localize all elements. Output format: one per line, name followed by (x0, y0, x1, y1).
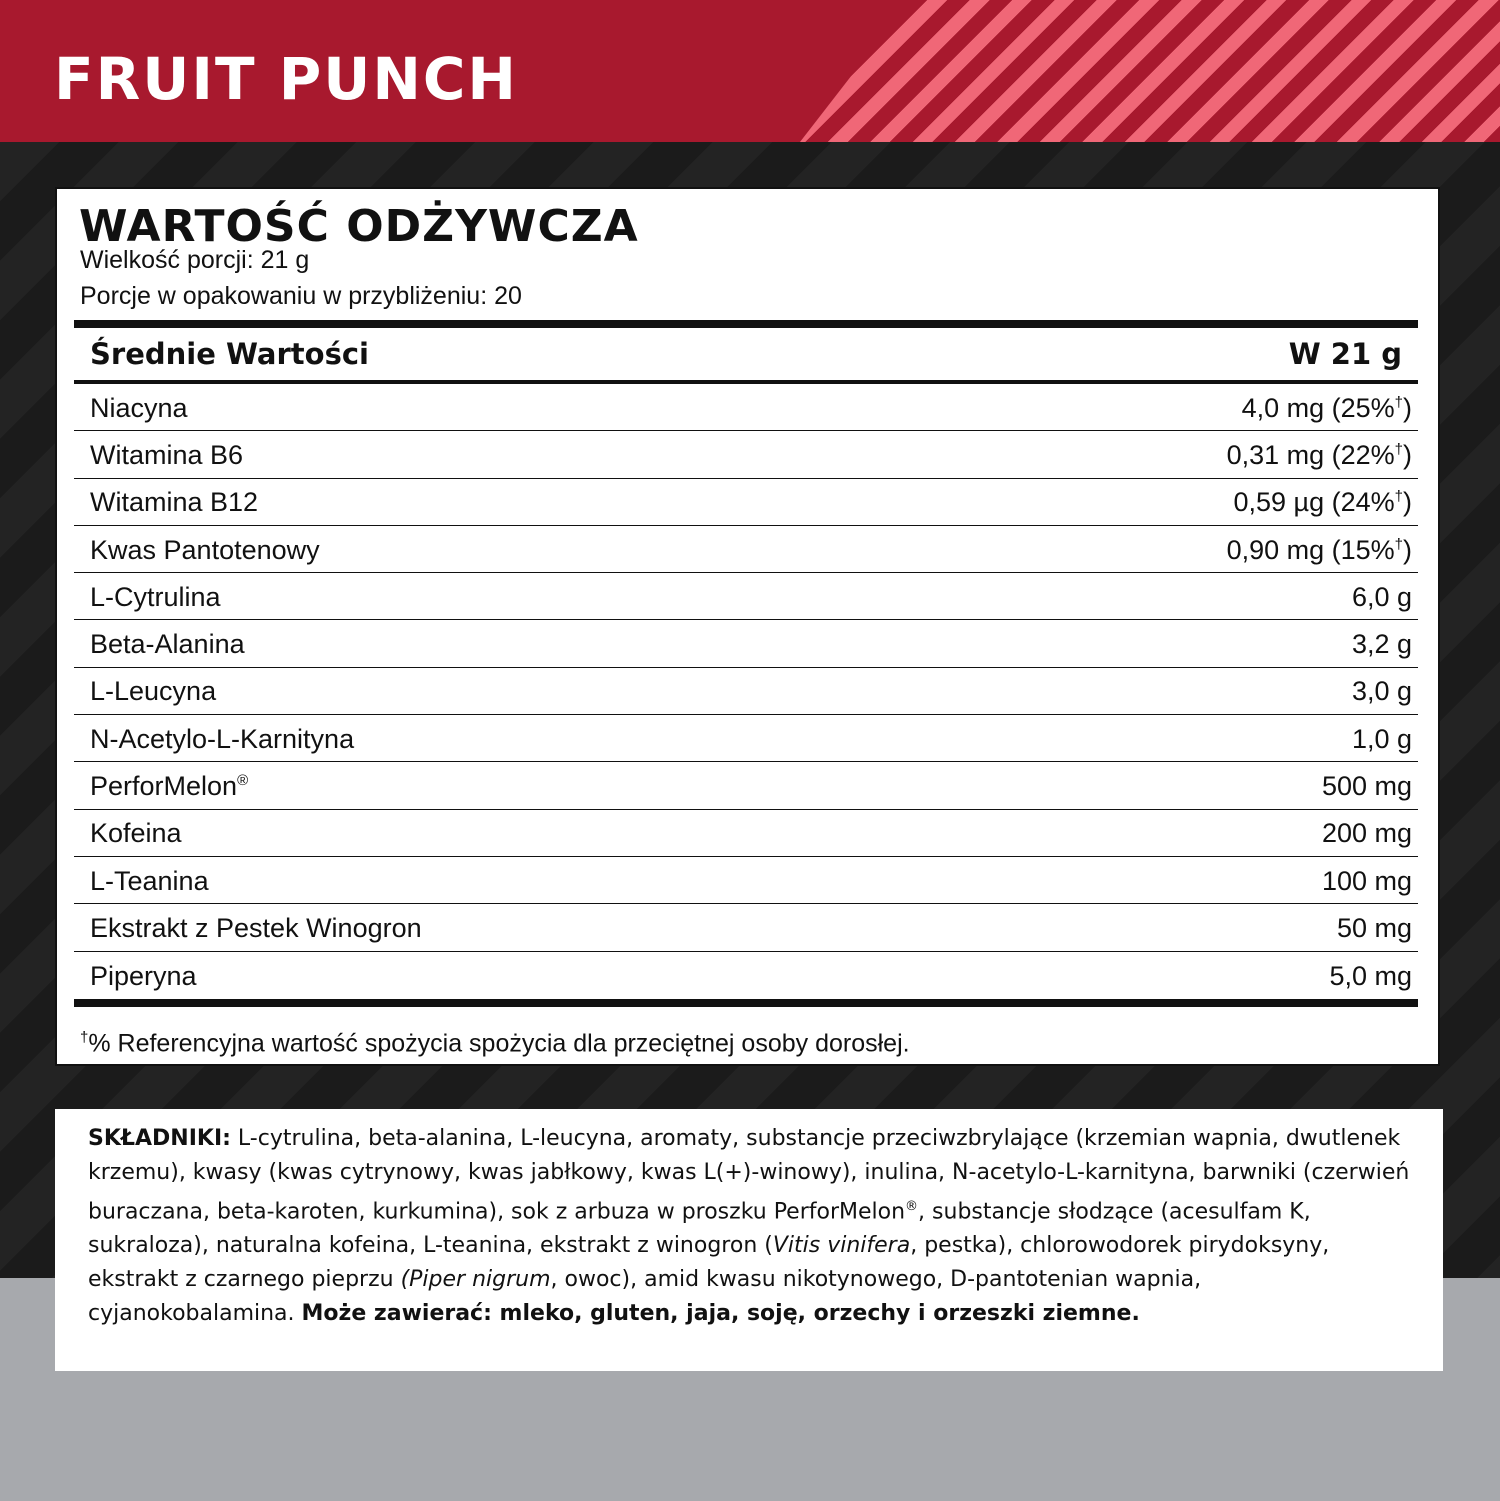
closing-paren: ) (1403, 392, 1412, 423)
nutrient-value-text: 1,0 g (1351, 723, 1412, 754)
nutrient-value (1352, 676, 1412, 707)
nutrient-value-text: 0,90 mg (15% (1226, 534, 1395, 565)
nutrient-name (90, 961, 197, 992)
reference-mark: † (1394, 440, 1403, 458)
nutrient-name (90, 440, 243, 471)
table-row (74, 857, 1418, 904)
nutrient-value (1322, 818, 1412, 849)
nutrient-value (1322, 771, 1412, 802)
nutrient-name (90, 393, 188, 424)
nutrient-name-text: Ekstrakt z Pestek Winogron (90, 912, 422, 943)
flavor-header (0, 0, 1500, 142)
table-row (74, 431, 1418, 478)
serving-size: Wielkość porcji: 21 g (80, 246, 310, 274)
table-header (74, 328, 1418, 380)
nutrient-name (90, 676, 216, 707)
table-row (74, 620, 1418, 667)
nutrient-value-text: 100 mg (1321, 865, 1412, 896)
nutrient-name-text: Piperyna (90, 960, 197, 991)
ingredients-text-4: , owoc), amid kwasu nikotynowego, D-pantotenian wapnia, cyjanokobalamina. (88, 1267, 1202, 1327)
nutrient-value (1242, 393, 1412, 424)
nutrient-value (1329, 961, 1412, 992)
nutrient-value-text: 6,0 g (1351, 581, 1412, 612)
footnote-text: % Referencyjna wartość spożycia spożycia dla przeciętnej osoby dorosłej. (88, 1029, 910, 1058)
column-header-name: Średnie Wartości (90, 337, 369, 371)
table-row (74, 573, 1418, 620)
nutrition-panel (55, 187, 1440, 1066)
reference-mark: † (1394, 488, 1403, 506)
ingredients-text-2: , substancje słodzące (acesulfam K, sukraloza), naturalna kofeina, L-teanina, ekstrakt z winogron ( (88, 1199, 1311, 1259)
nutrient-name-text: Niacyna (90, 392, 188, 423)
nutrient-value-text: 50 mg (1336, 912, 1412, 943)
ingredients-reg-mark: ® (905, 1199, 919, 1214)
table-body (74, 384, 1418, 999)
table-rule-top (74, 320, 1418, 328)
nutrient-value-text: 500 mg (1321, 771, 1412, 802)
nutrient-name (90, 771, 248, 802)
table-row (74, 668, 1418, 715)
nutrient-name (90, 629, 245, 660)
nutrient-name-text: L-Leucyna (90, 676, 217, 707)
nutrient-value-text: 5,0 mg (1329, 960, 1412, 991)
ingredients-text-1: L-cytrulina, beta-alanina, L-leucyna, aromaty, substancje przeciwzbrylające (krzemian wapnia, dwutlenek krzemu), kwasy (kwas cytrynowy, kwas jabłkowy, kwas L(+)-winowy), inulina, N-acetylo-L-karnityna, barwniki (czerwień buraczana, beta-karoten, kurkumina), sok z arbuza w proszku PerforMelon (88, 1126, 1410, 1225)
reference-mark: † (1394, 535, 1403, 553)
table-row (74, 384, 1418, 431)
nutrient-value (1352, 629, 1412, 660)
nutrient-name (90, 487, 258, 518)
table-row (74, 904, 1418, 951)
table-rule-bottom (74, 999, 1418, 1007)
header-stripes-decoration (800, 0, 1500, 142)
nutrient-name (90, 913, 422, 944)
nutrient-name-text: Witamina B12 (90, 487, 259, 518)
nutrient-name-text: N-Acetylo-L-Karnityna (90, 723, 355, 754)
nutrient-name-text: Witamina B6 (90, 439, 244, 470)
nutrient-name (90, 724, 354, 755)
ingredients-italic-2: (Piper nigrum (400, 1267, 551, 1293)
table-row (74, 526, 1418, 573)
nutrient-value (1322, 866, 1412, 897)
nutrient-value-text: 200 mg (1321, 818, 1412, 849)
nutrient-name-text: L-Cytrulina (90, 581, 221, 612)
reference-footnote (80, 1023, 910, 1058)
ingredients-italic-1: Vitis vinifera (772, 1233, 911, 1259)
column-header-value: W 21 g (1288, 337, 1402, 371)
nutrient-value-text: 4,0 mg (25% (1241, 392, 1395, 423)
ingredients-text-3: , pestka), chlorowodorek pirydoksyny, ekstrakt z czarnego pieprzu (88, 1233, 1330, 1293)
table-row (74, 810, 1418, 857)
nutrient-value (1227, 440, 1412, 471)
nutrient-name (90, 582, 221, 613)
nutrient-value-text: 0,31 mg (22% (1226, 439, 1395, 470)
nutrient-value (1234, 487, 1413, 518)
table-row (74, 479, 1418, 526)
nutrient-name-text: L-Teanina (90, 865, 209, 896)
nutrient-name-text: Kofeina (90, 818, 182, 849)
registered-mark: ® (237, 772, 249, 790)
nutrient-name-text: Beta-Alanina (90, 629, 245, 660)
nutrient-value (1352, 724, 1412, 755)
nutrient-value-text: 3,0 g (1351, 676, 1412, 707)
ingredients-box (55, 1109, 1443, 1371)
nutrient-value-text: 3,2 g (1351, 629, 1412, 660)
nutrition-heading: WARTOŚĆ ODŻYWCZA (79, 201, 639, 252)
flavor-title: FRUIT PUNCH (54, 45, 518, 113)
nutrient-name (90, 535, 320, 566)
footnote-mark: † (80, 1029, 89, 1046)
ingredients-label: SKŁADNIKI: (88, 1126, 231, 1151)
nutrient-name (90, 818, 182, 849)
nutrient-name-text: Kwas Pantotenowy (90, 534, 320, 565)
table-row (74, 952, 1418, 999)
reference-mark: † (1394, 393, 1403, 411)
nutrient-value-text: 0,59 µg (24% (1233, 487, 1395, 518)
nutrition-table (74, 320, 1418, 1007)
table-row (74, 715, 1418, 762)
nutrient-name-text: PerforMelon (90, 771, 238, 802)
closing-paren: ) (1403, 487, 1412, 518)
nutrient-name (90, 866, 209, 897)
nutrient-value (1227, 535, 1412, 566)
table-row (74, 762, 1418, 809)
closing-paren: ) (1403, 439, 1412, 470)
nutrient-value (1337, 913, 1412, 944)
closing-paren: ) (1403, 534, 1412, 565)
servings-per-container: Porcje w opakowaniu w przybliżeniu: 20 (80, 282, 522, 310)
allergens-warning: Może zawierać: mleko, gluten, jaja, soję, orzechy i orzeszki ziemne. (301, 1301, 1140, 1327)
nutrient-value (1352, 582, 1412, 613)
